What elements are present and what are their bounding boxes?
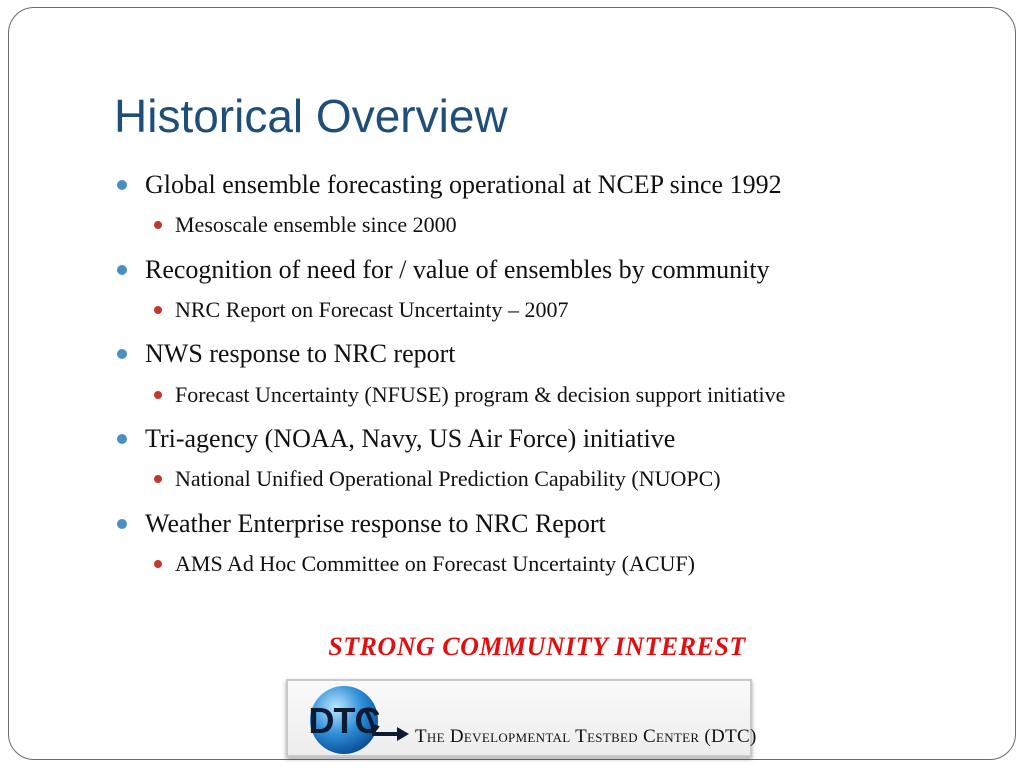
bullet-dot-icon (117, 180, 127, 190)
bullet-dot-icon (117, 265, 127, 275)
bullet-item (145, 169, 782, 201)
sub-bullet-text: Forecast Uncertainty (NFUSE) program & decision support initiative (175, 382, 786, 407)
bullet-item (145, 423, 675, 455)
callout-text: STRONG COMMUNITY INTEREST (328, 632, 746, 661)
sub-bullet-text: Mesoscale ensemble since 2000 (175, 212, 457, 237)
bullet-item (145, 254, 770, 286)
sub-bullet-item (175, 465, 721, 493)
bullet-dot-icon (154, 560, 162, 568)
dtc-logo-caption: The Developmental Testbed Center (DTC) (415, 726, 757, 747)
bullet-dot-icon (154, 475, 162, 483)
bullet-dot-icon (117, 434, 127, 444)
bullet-text: Weather Enterprise response to NRC Report (145, 509, 606, 538)
bullet-text: Recognition of need for / value of ensembles by community (145, 255, 770, 284)
bullet-dot-icon (154, 391, 162, 399)
sub-bullet-text: AMS Ad Hoc Committee on Forecast Uncertainty (ACUF) (175, 551, 695, 576)
bullet-dot-icon (117, 519, 127, 529)
slide-title: Historical Overview (114, 90, 508, 142)
bullet-item (145, 508, 606, 540)
dtc-mark-text: DTC (308, 700, 380, 741)
bullet-text: Global ensemble forecasting operational at NCEP since 1992 (145, 170, 782, 199)
sub-bullet-item (175, 550, 695, 578)
sub-bullet-item (175, 296, 569, 324)
bullet-dot-icon (154, 221, 162, 229)
sub-bullet-item (175, 381, 785, 409)
bullet-text: NWS response to NRC report (145, 339, 456, 368)
bullet-dot-icon (117, 349, 127, 359)
sub-bullet-text: NRC Report on Forecast Uncertainty – 2007 (175, 297, 569, 322)
dtc-logo-banner (286, 679, 757, 757)
bullet-dot-icon (154, 306, 162, 314)
bullet-text: Tri-agency (NOAA, Navy, US Air Force) initiative (145, 424, 676, 453)
dtc-globe-logo-icon (294, 684, 412, 754)
sub-bullet-text: National Unified Operational Prediction Capability (NUOPC) (175, 466, 721, 491)
bullet-item (145, 338, 456, 370)
sub-bullet-item (175, 211, 457, 239)
